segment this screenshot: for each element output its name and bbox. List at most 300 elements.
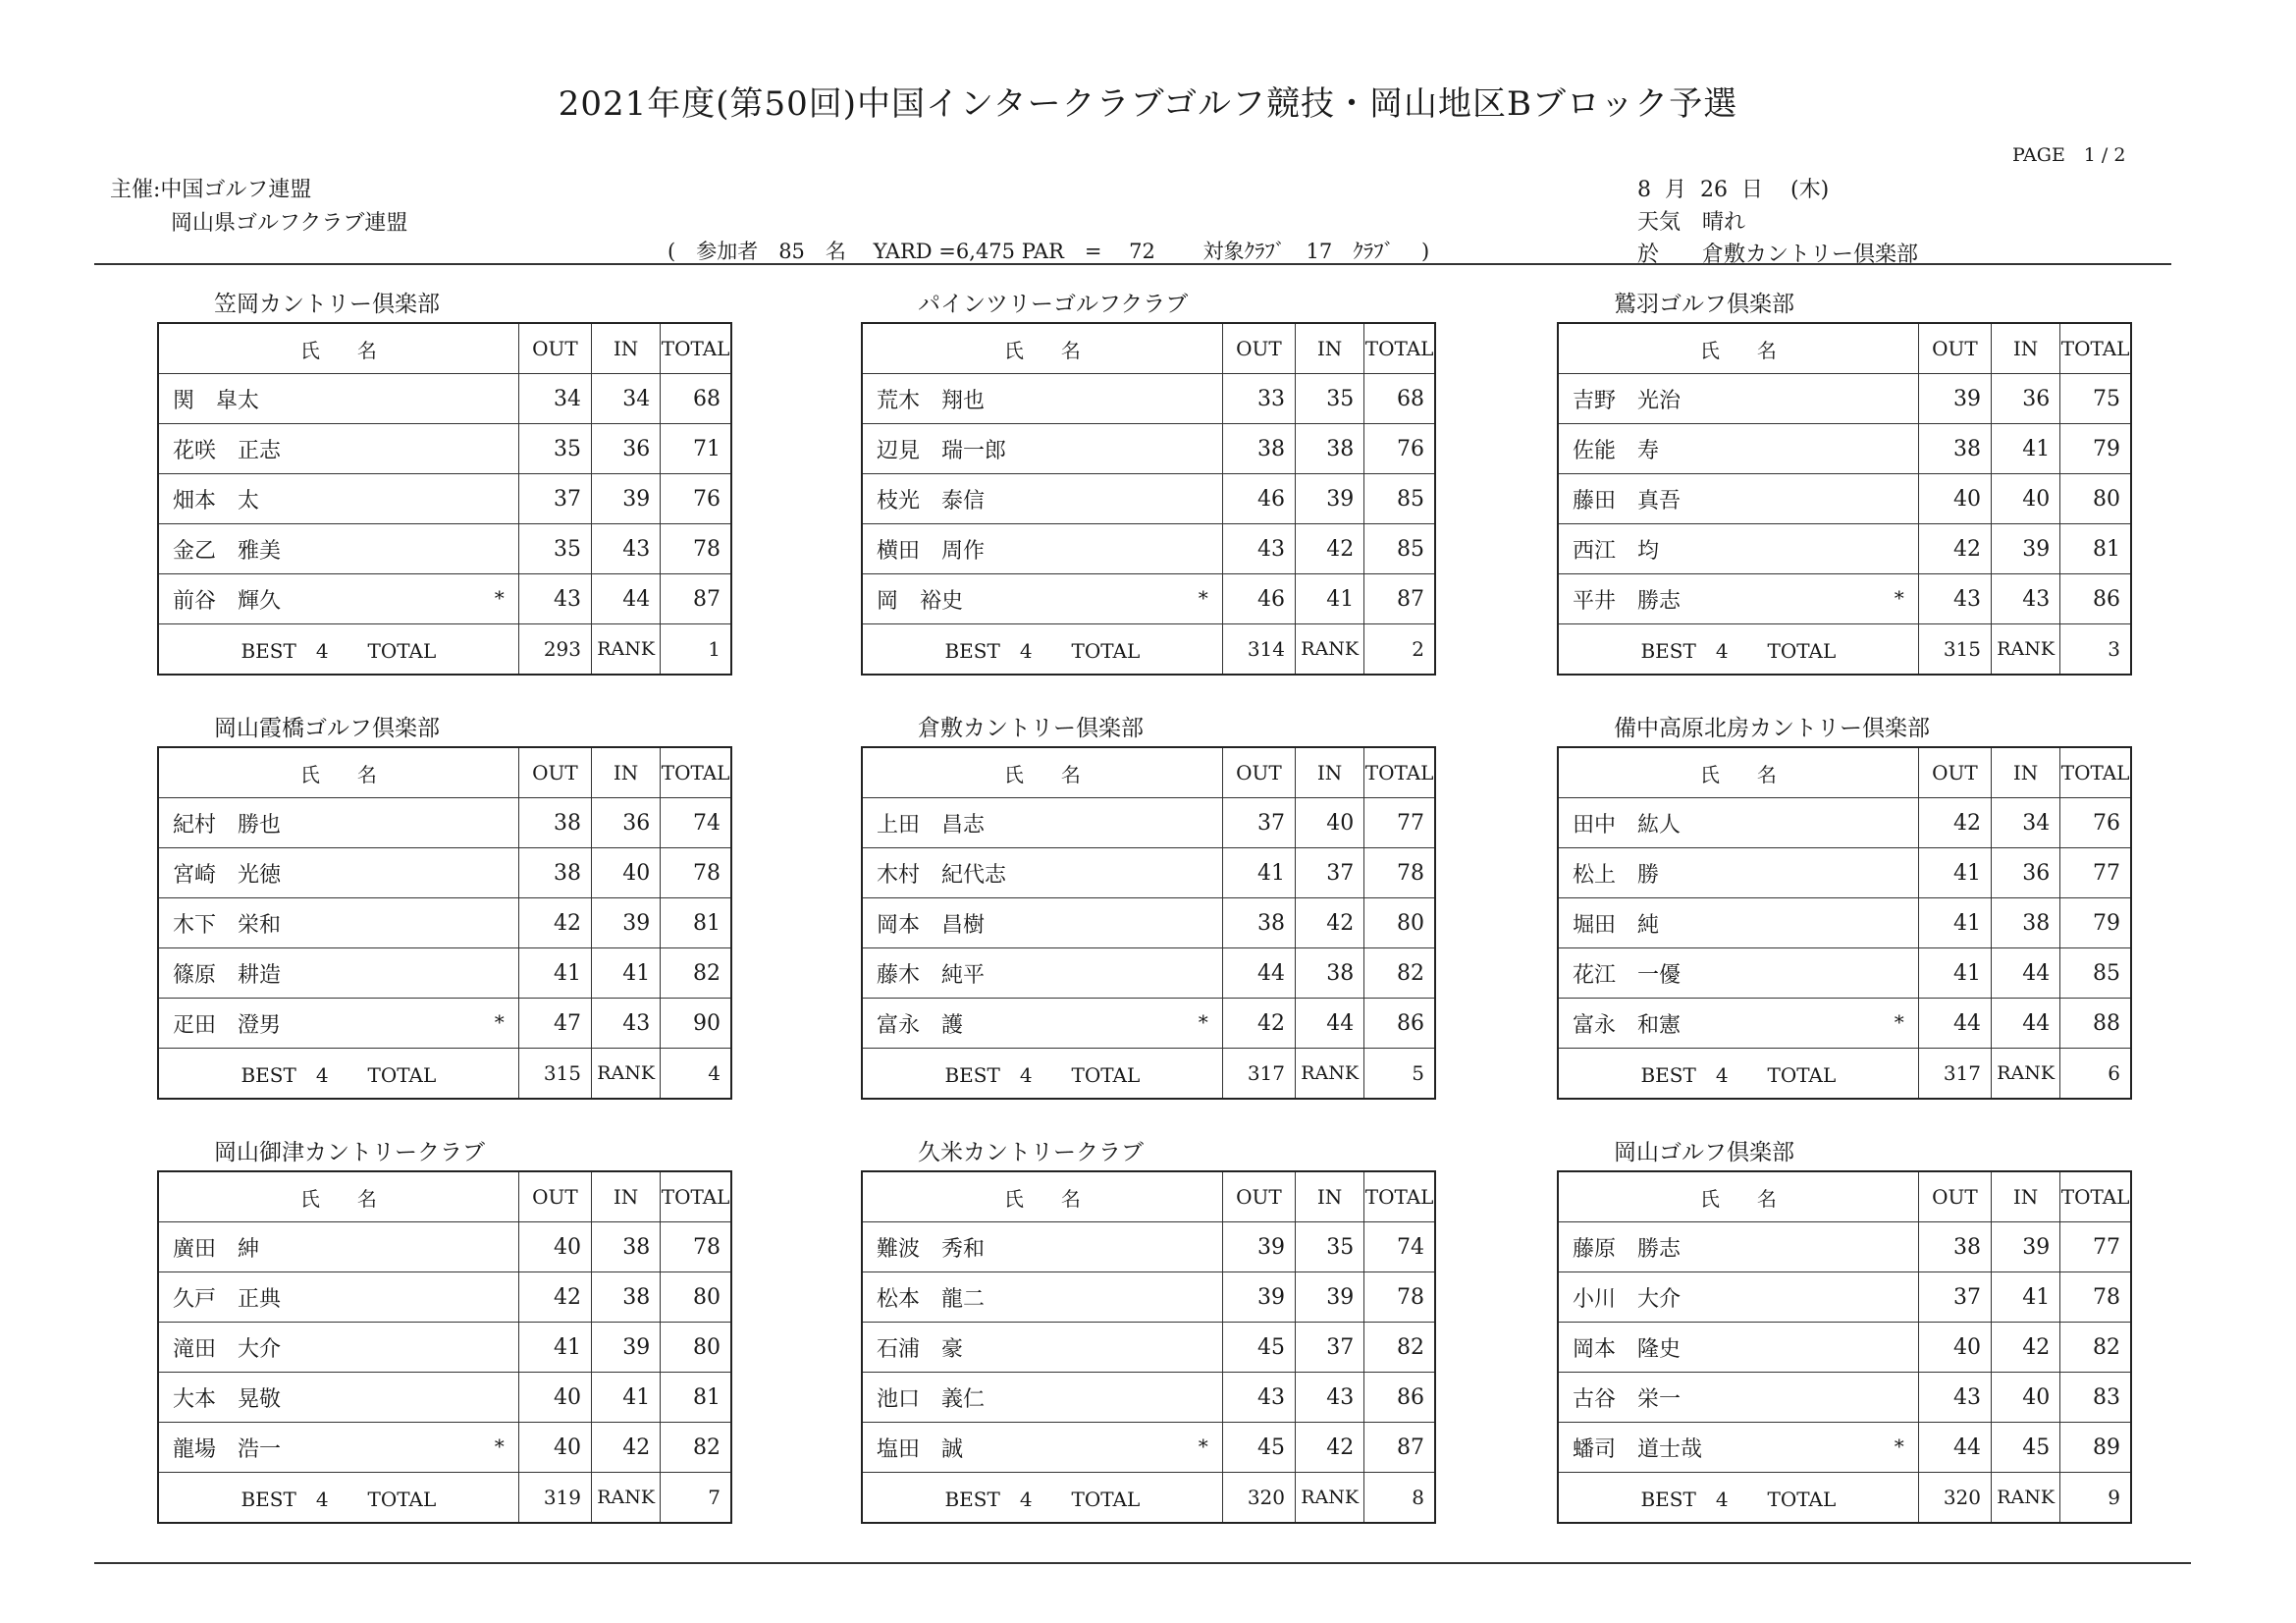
club-block <box>1557 1135 2136 1524</box>
player-name: 龍場 浩一 <box>173 1436 282 1462</box>
best-total-value: 314 <box>1222 624 1295 676</box>
event-date <box>1637 174 1918 206</box>
score-out: 46 <box>1222 574 1295 624</box>
player-cell <box>862 474 1222 524</box>
score-in: 38 <box>592 1272 661 1323</box>
date-month: 8 <box>1637 178 1651 202</box>
player-name: 田中 紘人 <box>1573 812 1682 838</box>
player-cell <box>862 1323 1222 1373</box>
best-total-value: 315 <box>1918 624 1991 676</box>
score-in: 39 <box>1992 524 2060 574</box>
player-name: 佐能 寿 <box>1573 438 1660 463</box>
score-in: 42 <box>592 1423 661 1473</box>
club-score-table <box>157 322 732 676</box>
table-row <box>862 798 1435 848</box>
score-total: 77 <box>2060 848 2131 898</box>
rank-value: 1 <box>661 624 731 676</box>
table-row <box>862 574 1435 624</box>
score-out: 37 <box>1222 798 1295 848</box>
score-in: 40 <box>1992 1373 2060 1423</box>
score-total: 82 <box>661 1423 731 1473</box>
score-total: 80 <box>661 1323 731 1373</box>
player-name: 平井 勝志 <box>1573 588 1682 614</box>
player-cell <box>1558 374 1918 424</box>
player-name: 堀田 純 <box>1573 912 1660 938</box>
player-name: 紀村 勝也 <box>173 812 282 838</box>
player-name: 塩田 誠 <box>877 1436 964 1462</box>
header-name: 氏名 <box>862 323 1222 374</box>
player-name: 松上 勝 <box>1573 862 1660 888</box>
header-total: TOTAL <box>1364 323 1435 374</box>
score-total: 82 <box>1364 948 1435 999</box>
tournament-info: ( 参加者 85 名 YARD =6,475 PAR = 72 対象ｸﾗﾌﾞ 17 ｸﾗﾌﾞ ) <box>667 240 1430 263</box>
score-total: 78 <box>661 848 731 898</box>
score-in: 39 <box>592 474 661 524</box>
header-in: IN <box>1296 1171 1364 1222</box>
score-total: 78 <box>1364 848 1435 898</box>
score-out: 42 <box>1918 798 1991 848</box>
table-row <box>1558 848 2131 898</box>
table-row <box>1558 524 2131 574</box>
score-out: 38 <box>518 848 591 898</box>
score-out: 46 <box>1222 474 1295 524</box>
header-in: IN <box>592 323 661 374</box>
rank-label: RANK <box>592 1473 661 1524</box>
player-cell <box>1558 1272 1918 1323</box>
table-row <box>862 474 1435 524</box>
score-out: 45 <box>1222 1323 1295 1373</box>
score-out: 42 <box>518 898 591 948</box>
best-total-row <box>1558 1049 2131 1100</box>
best-total-row <box>158 1049 731 1100</box>
score-out: 43 <box>1222 1373 1295 1423</box>
club-block <box>1557 287 2136 676</box>
club-block <box>861 1135 1440 1524</box>
score-out: 40 <box>1918 1323 1991 1373</box>
player-name: 岡本 昌樹 <box>877 912 986 938</box>
player-cell <box>158 1323 518 1373</box>
player-cell <box>1558 898 1918 948</box>
event-details <box>1637 174 1918 271</box>
player-name: 廣田 紳 <box>173 1236 260 1262</box>
player-name: 前谷 輝久 <box>173 588 282 614</box>
club-block <box>157 1135 736 1524</box>
rank-value: 5 <box>1364 1049 1435 1100</box>
player-name: 蟠司 道士哉 <box>1573 1436 1703 1462</box>
player-cell <box>158 999 518 1049</box>
score-in: 39 <box>592 898 661 948</box>
best-total-label: BEST 4 TOTAL <box>158 624 518 676</box>
score-in: 36 <box>1992 374 2060 424</box>
table-row <box>862 524 1435 574</box>
excluded-score-mark: * <box>494 1434 505 1458</box>
player-name: 難波 秀和 <box>877 1236 986 1262</box>
table-row <box>1558 1423 2131 1473</box>
club-name: 岡山霞橋ゴルフ倶楽部 <box>214 716 440 741</box>
header-name: 氏名 <box>862 1171 1222 1222</box>
table-row <box>1558 948 2131 999</box>
table-row <box>158 524 731 574</box>
header-total: TOTAL <box>1364 747 1435 798</box>
rank-value: 2 <box>1364 624 1435 676</box>
club-score-table <box>861 1170 1436 1524</box>
score-in: 44 <box>1296 999 1364 1049</box>
header-in: IN <box>592 1171 661 1222</box>
table-row <box>862 424 1435 474</box>
club-block <box>157 711 736 1100</box>
score-out: 37 <box>1918 1272 1991 1323</box>
table-row <box>862 1222 1435 1272</box>
header-name: 氏名 <box>158 323 518 374</box>
score-in: 40 <box>1296 798 1364 848</box>
player-cell <box>1558 474 1918 524</box>
player-cell <box>862 848 1222 898</box>
score-total: 82 <box>2060 1323 2131 1373</box>
header-in: IN <box>592 747 661 798</box>
score-total: 77 <box>1364 798 1435 848</box>
player-name: 金乙 雅美 <box>173 538 282 564</box>
table-row <box>862 848 1435 898</box>
player-name: 岡本 隆史 <box>1573 1336 1682 1362</box>
table-header-row <box>1558 323 2131 374</box>
best-total-value: 315 <box>518 1049 591 1100</box>
header-out: OUT <box>1222 1171 1295 1222</box>
score-total: 87 <box>1364 574 1435 624</box>
rank-label: RANK <box>1296 1049 1364 1100</box>
score-total: 79 <box>2060 898 2131 948</box>
score-total: 85 <box>1364 524 1435 574</box>
score-in: 39 <box>1296 474 1364 524</box>
score-in: 37 <box>1296 1323 1364 1373</box>
header-out: OUT <box>518 323 591 374</box>
player-cell <box>862 1423 1222 1473</box>
table-row <box>1558 798 2131 848</box>
player-name: 大本 晃敬 <box>173 1386 282 1412</box>
header-out: OUT <box>1918 747 1991 798</box>
score-in: 38 <box>592 1222 661 1272</box>
best-total-label: BEST 4 TOTAL <box>1558 624 1918 676</box>
table-row <box>158 948 731 999</box>
player-name: 横田 周作 <box>877 538 986 564</box>
score-in: 41 <box>1992 424 2060 474</box>
player-name: 藤木 純平 <box>877 962 986 988</box>
score-out: 42 <box>1222 999 1295 1049</box>
score-in: 42 <box>1296 524 1364 574</box>
score-out: 37 <box>518 474 591 524</box>
player-name: 滝田 大介 <box>173 1336 282 1362</box>
header-name: 氏名 <box>158 747 518 798</box>
score-in: 43 <box>1992 574 2060 624</box>
player-cell <box>862 1373 1222 1423</box>
player-name: 上田 昌志 <box>877 812 986 838</box>
player-cell <box>158 574 518 624</box>
table-row <box>1558 474 2131 524</box>
club-name: パインツリーゴルフクラブ <box>918 292 1189 317</box>
page-number: PAGE 1 / 2 <box>2012 144 2126 166</box>
score-total: 86 <box>2060 574 2131 624</box>
header-divider <box>94 263 2171 265</box>
best-total-label: BEST 4 TOTAL <box>1558 1473 1918 1524</box>
player-cell <box>158 1373 518 1423</box>
player-name: 富永 和憲 <box>1573 1012 1682 1038</box>
score-in: 41 <box>592 948 661 999</box>
best-total-row <box>158 1473 731 1524</box>
table-row <box>1558 1272 2131 1323</box>
header-in: IN <box>1296 323 1364 374</box>
score-total: 87 <box>661 574 731 624</box>
score-out: 41 <box>518 948 591 999</box>
score-out: 40 <box>518 1373 591 1423</box>
table-row <box>158 1373 731 1423</box>
player-cell <box>158 1222 518 1272</box>
excluded-score-mark: * <box>1198 1010 1208 1034</box>
player-cell <box>1558 1222 1918 1272</box>
rank-label: RANK <box>1992 1473 2060 1524</box>
score-in: 35 <box>1296 374 1364 424</box>
score-total: 81 <box>661 1373 731 1423</box>
best-total-value: 319 <box>518 1473 591 1524</box>
score-total: 74 <box>661 798 731 848</box>
player-cell <box>158 848 518 898</box>
score-in: 41 <box>592 1373 661 1423</box>
score-in: 41 <box>1296 574 1364 624</box>
table-header-row <box>158 747 731 798</box>
score-in: 43 <box>592 999 661 1049</box>
best-total-label: BEST 4 TOTAL <box>1558 1049 1918 1100</box>
score-out: 38 <box>1918 1222 1991 1272</box>
rank-value: 4 <box>661 1049 731 1100</box>
table-row <box>158 848 731 898</box>
score-total: 78 <box>661 1222 731 1272</box>
table-row <box>158 1323 731 1373</box>
score-in: 45 <box>1992 1423 2060 1473</box>
club-name: 笠岡カントリー倶楽部 <box>214 292 440 317</box>
player-cell <box>862 898 1222 948</box>
player-name: 吉野 光治 <box>1573 388 1682 413</box>
score-out: 42 <box>518 1272 591 1323</box>
player-name: 石浦 豪 <box>877 1336 964 1362</box>
best-total-value: 320 <box>1918 1473 1991 1524</box>
score-total: 78 <box>1364 1272 1435 1323</box>
player-cell <box>158 798 518 848</box>
score-in: 44 <box>1992 999 2060 1049</box>
player-cell <box>862 374 1222 424</box>
table-row <box>1558 1373 2131 1423</box>
score-out: 39 <box>1222 1222 1295 1272</box>
player-name: 辺見 瑞一郎 <box>877 438 1007 463</box>
score-in: 43 <box>592 524 661 574</box>
player-cell <box>862 574 1222 624</box>
club-score-table <box>861 746 1436 1100</box>
table-row <box>862 898 1435 948</box>
player-name: 花咲 正志 <box>173 438 282 463</box>
table-row <box>1558 424 2131 474</box>
header-total: TOTAL <box>661 323 731 374</box>
score-out: 47 <box>518 999 591 1049</box>
player-name: 岡 裕史 <box>877 588 964 614</box>
best-total-label: BEST 4 TOTAL <box>158 1049 518 1100</box>
organizers <box>110 174 407 241</box>
player-cell <box>1558 1323 1918 1373</box>
player-cell <box>158 1423 518 1473</box>
score-out: 40 <box>1918 474 1991 524</box>
score-total: 80 <box>1364 898 1435 948</box>
club-score-table <box>1557 1170 2132 1524</box>
club-name: 鷲羽ゴルフ倶楽部 <box>1614 292 1794 317</box>
best-total-row <box>158 624 731 676</box>
score-out: 45 <box>1222 1423 1295 1473</box>
player-name: 木村 紀代志 <box>877 862 1007 888</box>
table-row <box>1558 574 2131 624</box>
table-row <box>158 999 731 1049</box>
rank-label: RANK <box>592 624 661 676</box>
score-out: 39 <box>1222 1272 1295 1323</box>
table-row <box>862 1373 1435 1423</box>
best-total-row <box>1558 624 2131 676</box>
best-total-row <box>862 1049 1435 1100</box>
date-day-label: 日 <box>1741 178 1764 202</box>
score-total: 68 <box>661 374 731 424</box>
score-in: 38 <box>1296 948 1364 999</box>
score-in: 36 <box>1992 848 2060 898</box>
club-score-table <box>157 746 732 1100</box>
club-score-table <box>1557 746 2132 1100</box>
header-total: TOTAL <box>2060 323 2131 374</box>
player-cell <box>1558 1373 1918 1423</box>
best-total-value: 317 <box>1918 1049 1991 1100</box>
player-cell <box>862 798 1222 848</box>
score-out: 41 <box>1222 848 1295 898</box>
header-out: OUT <box>518 747 591 798</box>
score-in: 41 <box>1992 1272 2060 1323</box>
score-total: 71 <box>661 424 731 474</box>
excluded-score-mark: * <box>1894 1010 1904 1034</box>
organizer-primary: 主催:中国ゴルフ連盟 <box>110 178 312 202</box>
rank-label: RANK <box>1296 1473 1364 1524</box>
score-total: 80 <box>2060 474 2131 524</box>
score-in: 42 <box>1296 1423 1364 1473</box>
table-row <box>158 424 731 474</box>
header-name: 氏名 <box>158 1171 518 1222</box>
score-out: 35 <box>518 424 591 474</box>
best-total-row <box>862 1473 1435 1524</box>
rank-value: 8 <box>1364 1473 1435 1524</box>
player-cell <box>158 374 518 424</box>
player-cell <box>1558 524 1918 574</box>
best-total-row <box>1558 1473 2131 1524</box>
player-cell <box>1558 1423 1918 1473</box>
score-total: 76 <box>661 474 731 524</box>
score-out: 41 <box>1918 948 1991 999</box>
score-in: 39 <box>1296 1272 1364 1323</box>
player-cell <box>158 1272 518 1323</box>
best-total-label: BEST 4 TOTAL <box>862 1473 1222 1524</box>
score-out: 38 <box>1222 424 1295 474</box>
table-row <box>1558 999 2131 1049</box>
header-out: OUT <box>1222 323 1295 374</box>
header-out: OUT <box>1918 323 1991 374</box>
header-total: TOTAL <box>661 1171 731 1222</box>
score-in: 40 <box>592 848 661 898</box>
score-total: 88 <box>2060 999 2131 1049</box>
player-name: 久戸 正典 <box>173 1286 282 1312</box>
rank-value: 9 <box>2060 1473 2131 1524</box>
table-row <box>158 898 731 948</box>
player-name: 枝光 泰信 <box>877 488 986 514</box>
score-total: 68 <box>1364 374 1435 424</box>
score-total: 89 <box>2060 1423 2131 1473</box>
club-name: 久米カントリークラブ <box>918 1140 1144 1165</box>
player-name: 荒木 翔也 <box>877 388 986 413</box>
table-header-row <box>1558 1171 2131 1222</box>
score-out: 44 <box>1918 999 1991 1049</box>
score-total: 82 <box>1364 1323 1435 1373</box>
excluded-score-mark: * <box>494 1010 505 1034</box>
player-cell <box>1558 848 1918 898</box>
score-out: 41 <box>1918 848 1991 898</box>
best-total-value: 320 <box>1222 1473 1295 1524</box>
club-name: 岡山ゴルフ倶楽部 <box>1614 1140 1794 1165</box>
header-name: 氏名 <box>1558 323 1918 374</box>
excluded-score-mark: * <box>1198 586 1208 610</box>
score-out: 43 <box>1918 574 1991 624</box>
player-name: 藤田 真吾 <box>1573 488 1682 514</box>
player-cell <box>158 474 518 524</box>
score-out: 38 <box>1222 898 1295 948</box>
score-in: 40 <box>1992 474 2060 524</box>
excluded-score-mark: * <box>494 586 505 610</box>
score-out: 34 <box>518 374 591 424</box>
score-out: 43 <box>518 574 591 624</box>
rank-label: RANK <box>1992 1049 2060 1100</box>
score-total: 85 <box>2060 948 2131 999</box>
club-block <box>157 287 736 676</box>
table-row <box>862 948 1435 999</box>
score-out: 33 <box>1222 374 1295 424</box>
table-row <box>158 374 731 424</box>
header-in: IN <box>1992 1171 2060 1222</box>
score-total: 87 <box>1364 1423 1435 1473</box>
table-row <box>158 1222 731 1272</box>
player-cell <box>862 1222 1222 1272</box>
score-out: 38 <box>1918 424 1991 474</box>
score-total: 81 <box>661 898 731 948</box>
score-in: 34 <box>1992 798 2060 848</box>
header-name: 氏名 <box>862 747 1222 798</box>
score-total: 75 <box>2060 374 2131 424</box>
score-out: 39 <box>1918 374 1991 424</box>
header-total: TOTAL <box>2060 747 2131 798</box>
header-in: IN <box>1992 747 2060 798</box>
score-out: 44 <box>1222 948 1295 999</box>
best-total-value: 317 <box>1222 1049 1295 1100</box>
score-in: 36 <box>592 424 661 474</box>
table-header-row <box>862 323 1435 374</box>
header-in: IN <box>1296 747 1364 798</box>
rank-value: 6 <box>2060 1049 2131 1100</box>
venue: 於 倉敷カントリー倶楽部 <box>1637 243 1919 267</box>
score-total: 86 <box>1364 999 1435 1049</box>
club-block <box>861 711 1440 1100</box>
player-cell <box>1558 999 1918 1049</box>
score-total: 85 <box>1364 474 1435 524</box>
table-row <box>158 1272 731 1323</box>
header-total: TOTAL <box>2060 1171 2131 1222</box>
rank-label: RANK <box>592 1049 661 1100</box>
table-header-row <box>158 323 731 374</box>
score-in: 44 <box>592 574 661 624</box>
header-in: IN <box>1992 323 2060 374</box>
